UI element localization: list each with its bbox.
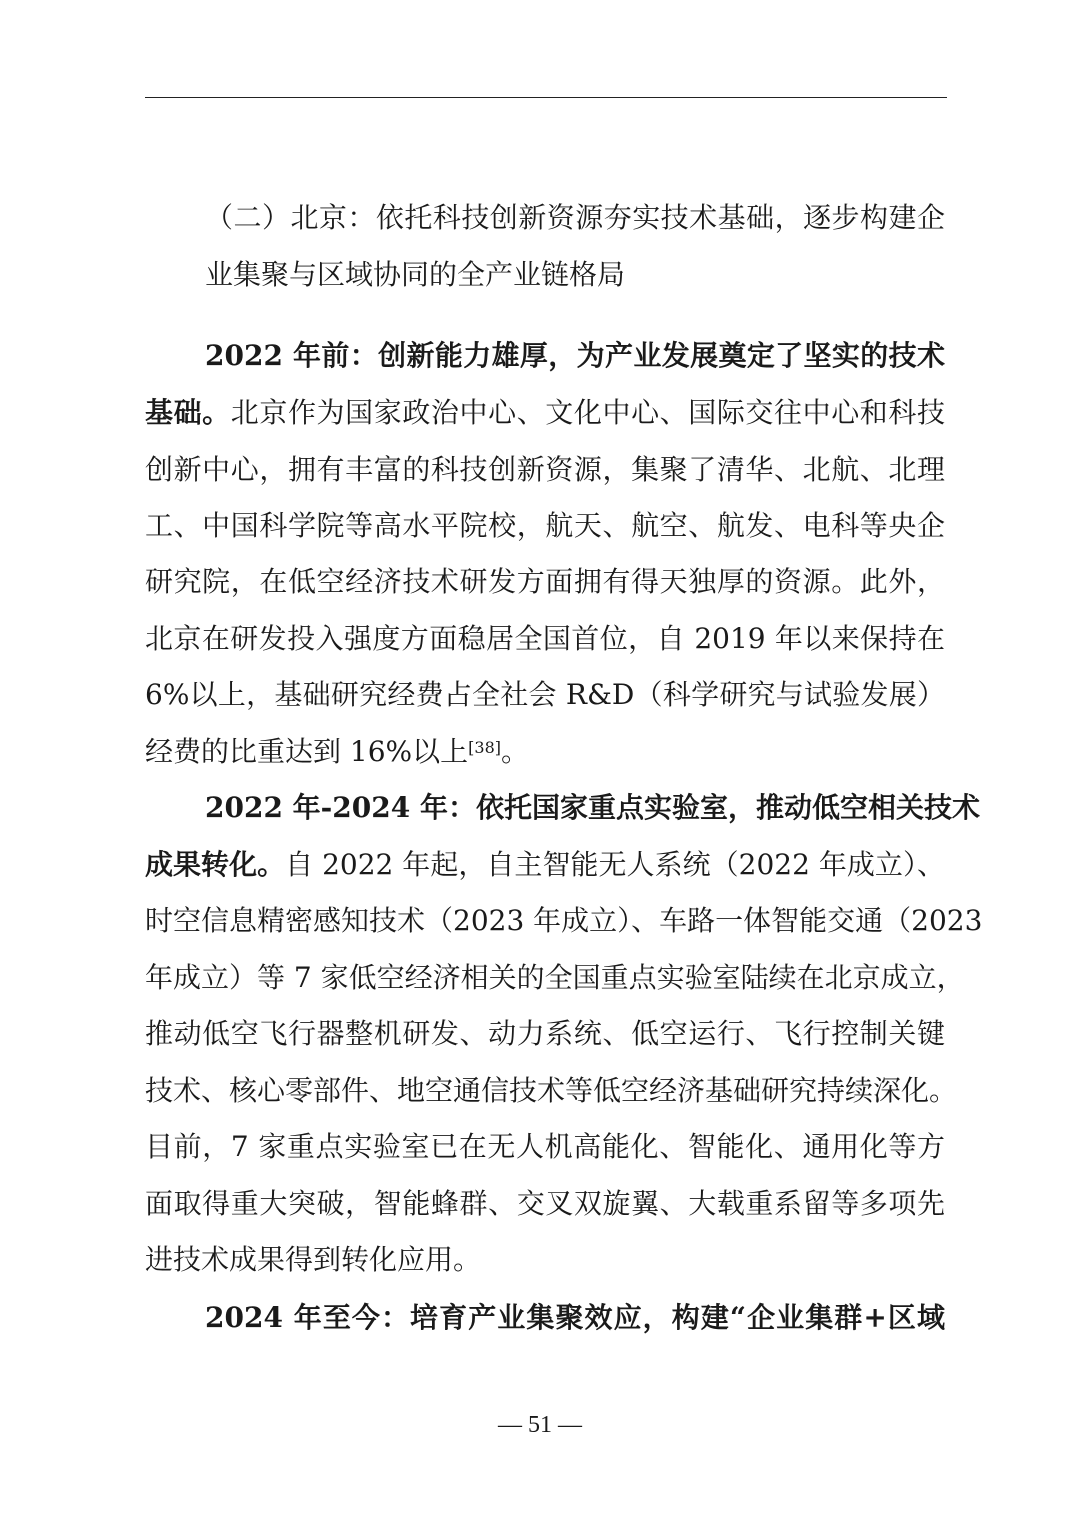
citation-38: [38] bbox=[468, 738, 501, 757]
para1-line-5: 研究院，在低空经济技术研发方面拥有得天独厚的资源。此外， bbox=[145, 565, 945, 598]
para2-line-7: 目前，7 家重点实验室已在无人机高能化、智能化、通用化等方 bbox=[145, 1130, 945, 1163]
para2-line-6: 技术、核心零部件、地空通信技术等低空经济基础研究持续深化。 bbox=[145, 1074, 958, 1107]
para1-line-4: 工、中国科学院等高水平院校，航天、航空、航发、电科等央企 bbox=[145, 509, 945, 542]
section-heading-line-1: （二）北京：依托科技创新资源夯实技术基础，逐步构建企 bbox=[205, 201, 945, 234]
para1-line-7: 6%以上，基础研究经费占全社会 R&D（科学研究与试验发展） bbox=[145, 678, 945, 711]
para1-lead-end: 基础。 bbox=[145, 396, 231, 429]
para2-line-9: 进技术成果得到转化应用。 bbox=[145, 1243, 482, 1276]
para1-lead-line-1: 2022 年前：创新能力雄厚，为产业发展奠定了坚实的技术 bbox=[205, 339, 945, 372]
para2-line-5: 推动低空飞行器整机研发、动力系统、低空运行、飞行控制关键 bbox=[145, 1017, 945, 1050]
para1-line-8-text: 经费的比重达到 16%以上 bbox=[145, 735, 469, 768]
para2-line-8: 面取得重大突破，智能蜂群、交叉双旋翼、大载重系留等多项先 bbox=[145, 1187, 945, 1220]
page-number: — 51 — bbox=[498, 1412, 582, 1438]
para2-line-2-text: 自 2022 年起，自主智能无人系统（2022 年成立）、 bbox=[285, 848, 945, 881]
para2-line-3: 时空信息精密感知技术（2023 年成立）、车路一体智能交通（2023 bbox=[145, 904, 983, 937]
para3-lead-line-1: 2024 年至今：培育产业集聚效应，构建“企业集群+区域 bbox=[205, 1301, 945, 1334]
para1-line-2 bbox=[145, 393, 945, 433]
header-rule bbox=[145, 97, 947, 98]
para2-lead-end: 成果转化。 bbox=[145, 848, 286, 881]
para2-lead-line-1: 2022 年-2024 年：依托国家重点实验室，推动低空相关技术 bbox=[205, 791, 980, 824]
para1-line-6: 北京在研发投入强度方面稳居全国首位，自 2019 年以来保持在 bbox=[145, 622, 945, 655]
para1-line-2-text: 北京作为国家政治中心、文化中心、国际交往中心和科技 bbox=[230, 396, 945, 429]
para1-line-8-end: 。 bbox=[500, 735, 529, 768]
para2-line-4: 年成立）等 7 家低空经济相关的全国重点实验室陆续在北京成立， bbox=[145, 961, 965, 994]
para1-line-3: 创新中心，拥有丰富的科技创新资源，集聚了清华、北航、北理 bbox=[145, 453, 945, 486]
para2-line-2 bbox=[145, 845, 945, 885]
section-heading-line-2: 业集聚与区域协同的全产业链格局 bbox=[205, 258, 626, 291]
para1-line-8 bbox=[145, 732, 945, 772]
